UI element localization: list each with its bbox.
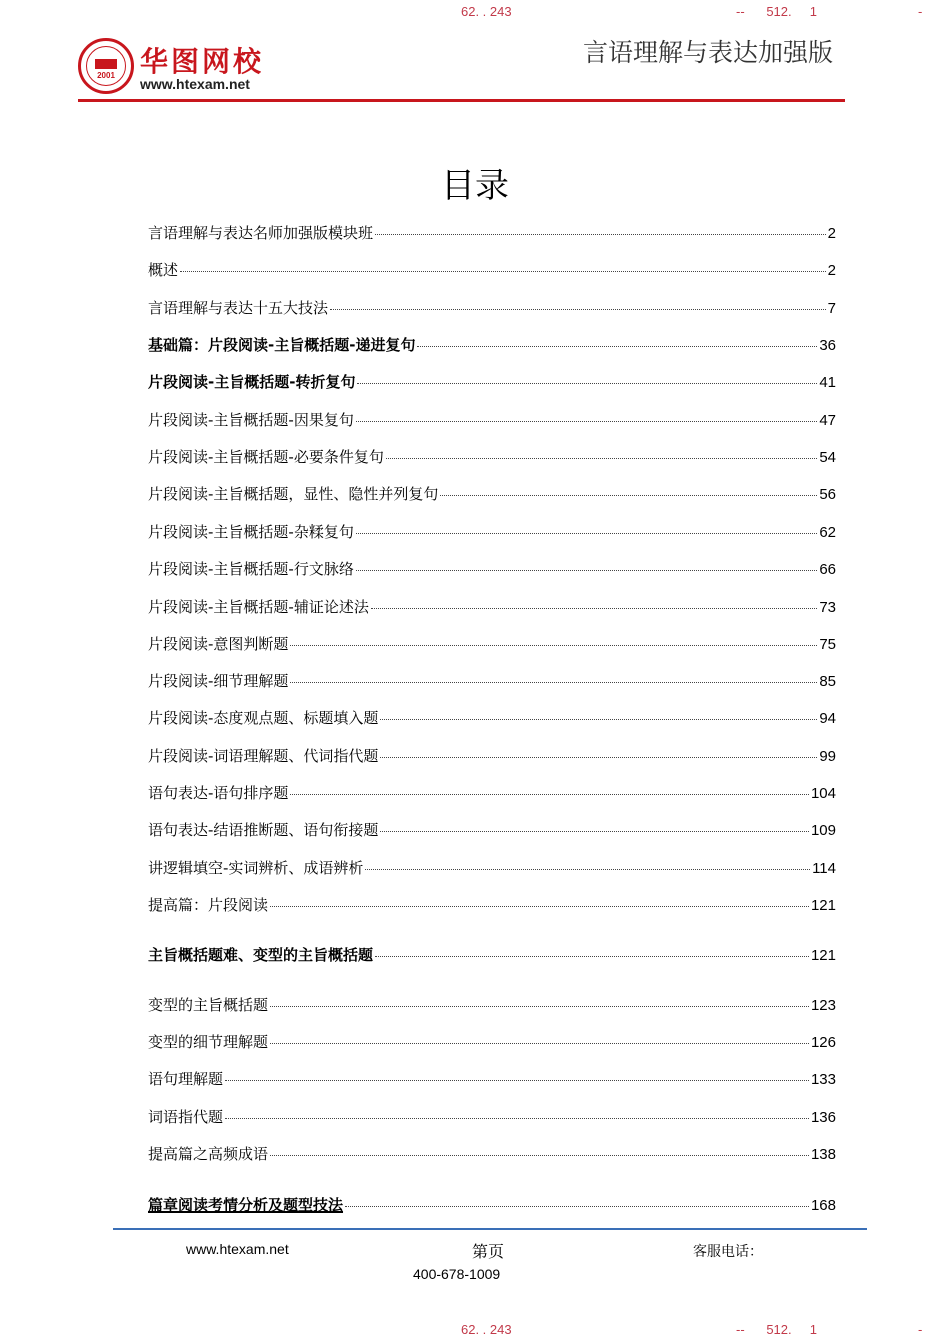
toc-entry[interactable] — [148, 707, 836, 728]
toc-entry-label: 基础篇：片段阅读-主旨概括题-递进复句 — [148, 336, 416, 354]
toc-dot-leader — [356, 421, 817, 422]
header-divider — [78, 99, 845, 102]
toc-entry-page: 99 — [819, 748, 836, 765]
toc-entry[interactable] — [148, 483, 836, 504]
toc-dot-leader — [380, 719, 817, 720]
toc-entry[interactable] — [148, 745, 836, 766]
toc-entry-page: 133 — [810, 1071, 836, 1088]
footer-page-label: 第页 — [472, 1242, 505, 1261]
footer-url: www.htexam.net — [186, 1241, 289, 1257]
footer-service-label: 客服电话： — [693, 1244, 763, 1260]
toc-entry-page: 2 — [827, 262, 836, 279]
toc-entry-label: 片段阅读-主旨概括题-必要条件复句 — [148, 448, 384, 466]
toc-entry-page: 47 — [819, 412, 836, 429]
toc-entry-page: 121 — [810, 947, 836, 964]
toc-entry[interactable] — [148, 1143, 836, 1164]
toc-entry-page: 2 — [827, 225, 836, 242]
toc-entry[interactable] — [148, 596, 836, 617]
toc-entry-label: 片段阅读-态度观点题、标题填入题 — [148, 709, 379, 727]
document-title: 言语理解与表达加强版 — [582, 38, 833, 67]
logo-title: 华图网校 — [140, 45, 265, 78]
toc-dot-leader — [440, 495, 817, 496]
toc-entry-page: 109 — [810, 822, 836, 839]
toc-entry[interactable] — [148, 409, 836, 430]
toc-entry-label: 讲逻辑填空-实词辨析、成语辨析 — [148, 859, 364, 877]
toc-entry[interactable] — [148, 222, 836, 243]
bottom-mark-right: - — [918, 1322, 923, 1337]
toc-entry-label: 言语理解与表达名师加强版模块班 — [148, 224, 374, 242]
toc-entry[interactable] — [148, 857, 836, 878]
toc-entry[interactable] — [148, 259, 836, 280]
toc-entry-label: 变型的细节理解题 — [148, 1033, 269, 1051]
top-mark-left: 62. . 243 — [461, 4, 512, 19]
toc-dot-leader — [270, 1006, 809, 1007]
toc-dot-leader — [270, 906, 809, 907]
toc-entry[interactable] — [148, 334, 836, 355]
toc-dot-leader — [345, 1206, 809, 1207]
top-mark-right: - — [918, 4, 923, 19]
toc-entry[interactable] — [148, 819, 836, 840]
toc-entry[interactable] — [148, 297, 836, 318]
toc-entry-label: 片段阅读-主旨概括题-杂糅复句 — [148, 523, 354, 541]
toc-entry-label: 片段阅读-主旨概括题-转折复句 — [148, 373, 356, 391]
toc-entry-page: 136 — [810, 1109, 836, 1126]
toc-entry-label: 主旨概括题难、变型的主旨概括题 — [148, 946, 374, 964]
toc-entry-label: 片段阅读-意图判断题 — [148, 635, 289, 653]
toc-entry-label: 提高篇之高频成语 — [148, 1145, 269, 1163]
toc-entry-page: 56 — [819, 486, 836, 503]
toc-dot-leader — [417, 346, 817, 347]
footer-phone: 400-678-1009 — [413, 1266, 501, 1282]
toc-dot-leader — [380, 831, 809, 832]
toc-entry-page: 114 — [812, 860, 836, 877]
toc-dot-leader — [380, 757, 817, 758]
toc-entry-label: 语句表达-语句排序题 — [148, 784, 289, 802]
toc-entry-label: 片段阅读-主旨概括题，显性、隐性并列复句 — [148, 485, 439, 503]
toc-entry[interactable] — [148, 670, 836, 691]
toc-dot-leader — [290, 682, 817, 683]
toc-entry-label: 片段阅读-主旨概括题-因果复句 — [148, 411, 354, 429]
toc-entry-label: 语句理解题 — [148, 1070, 224, 1088]
toc-entry-page: 36 — [819, 337, 836, 354]
toc-entry-label: 片段阅读-主旨概括题-行文脉络 — [148, 560, 354, 578]
toc-dot-leader — [375, 234, 826, 235]
toc-dot-leader — [270, 1043, 809, 1044]
toc-entry-page: 168 — [810, 1197, 836, 1214]
toc-entry-page: 94 — [819, 710, 836, 727]
toc-entry[interactable] — [148, 894, 836, 915]
footer-divider — [113, 1228, 867, 1230]
logo-seal-icon — [78, 38, 134, 94]
logo-seal-year: 2001 — [97, 71, 115, 80]
toc-dot-leader — [290, 645, 817, 646]
toc-dot-leader — [290, 794, 809, 795]
toc-dot-leader — [270, 1155, 809, 1156]
toc-entry[interactable] — [148, 1068, 836, 1089]
toc-entry-label: 语句表达-结语推断题、语句衔接题 — [148, 821, 379, 839]
toc-entry-page: 138 — [810, 1146, 836, 1163]
toc-entry-label: 篇章阅读考情分析及题型技法 — [148, 1196, 344, 1214]
toc-entry-label: 片段阅读-细节理解题 — [148, 672, 289, 690]
toc-entry[interactable] — [148, 944, 836, 965]
toc-entry-label: 词语指代题 — [148, 1108, 224, 1126]
toc-entry[interactable] — [148, 371, 836, 392]
bottom-mark-middle: -- 512. 1 — [736, 1322, 817, 1337]
toc-entry[interactable] — [148, 446, 836, 467]
toc-entry-page: 73 — [819, 599, 836, 616]
toc-entry-page: 123 — [810, 997, 836, 1014]
toc-dot-leader — [371, 608, 817, 609]
toc-heading: 目录 — [441, 166, 509, 206]
toc-dot-leader — [225, 1080, 809, 1081]
toc-entry-label: 言语理解与表达十五大技法 — [148, 299, 329, 317]
toc-entry[interactable] — [148, 1194, 836, 1215]
toc-entry-label: 片段阅读-词语理解题、代词指代题 — [148, 747, 379, 765]
top-mark-middle: -- 512. 1 — [736, 4, 817, 19]
toc-dot-leader — [330, 309, 826, 310]
toc-entry-label: 提高篇：片段阅读 — [148, 896, 269, 914]
logo-url: www.htexam.net — [140, 76, 250, 92]
toc-entry-page: 85 — [819, 673, 836, 690]
toc-entry-page: 7 — [827, 300, 836, 317]
toc-dot-leader — [356, 533, 817, 534]
toc-entry-page: 66 — [819, 561, 836, 578]
toc-dot-leader — [356, 570, 817, 571]
toc-entry[interactable] — [148, 1106, 836, 1127]
toc-dot-leader — [386, 458, 817, 459]
bottom-mark-left: 62. . 243 — [461, 1322, 512, 1337]
toc-dot-leader — [365, 869, 810, 870]
toc-entry-label: 变型的主旨概括题 — [148, 996, 269, 1014]
toc-dot-leader — [180, 271, 826, 272]
toc-entry[interactable] — [148, 558, 836, 579]
toc-entry-page: 54 — [819, 449, 836, 466]
toc-dot-leader — [357, 383, 817, 384]
toc-entry-page: 62 — [819, 524, 836, 541]
toc-entry-page: 104 — [810, 785, 836, 802]
toc-entry-label: 片段阅读-主旨概括题-辅证论述法 — [148, 598, 369, 616]
toc-entry-page: 75 — [819, 636, 836, 653]
toc-dot-leader — [225, 1118, 809, 1119]
toc-entry-label: 概述 — [148, 261, 179, 279]
toc-entry[interactable] — [148, 1031, 836, 1052]
toc-entry-page: 121 — [810, 897, 836, 914]
toc-entry[interactable] — [148, 994, 836, 1015]
toc-dot-leader — [375, 956, 809, 957]
toc-entry[interactable] — [148, 633, 836, 654]
toc-entry-page: 126 — [810, 1034, 836, 1051]
toc-entry[interactable] — [148, 782, 836, 803]
toc-entry-page: 41 — [819, 374, 836, 391]
toc-entry[interactable] — [148, 521, 836, 542]
